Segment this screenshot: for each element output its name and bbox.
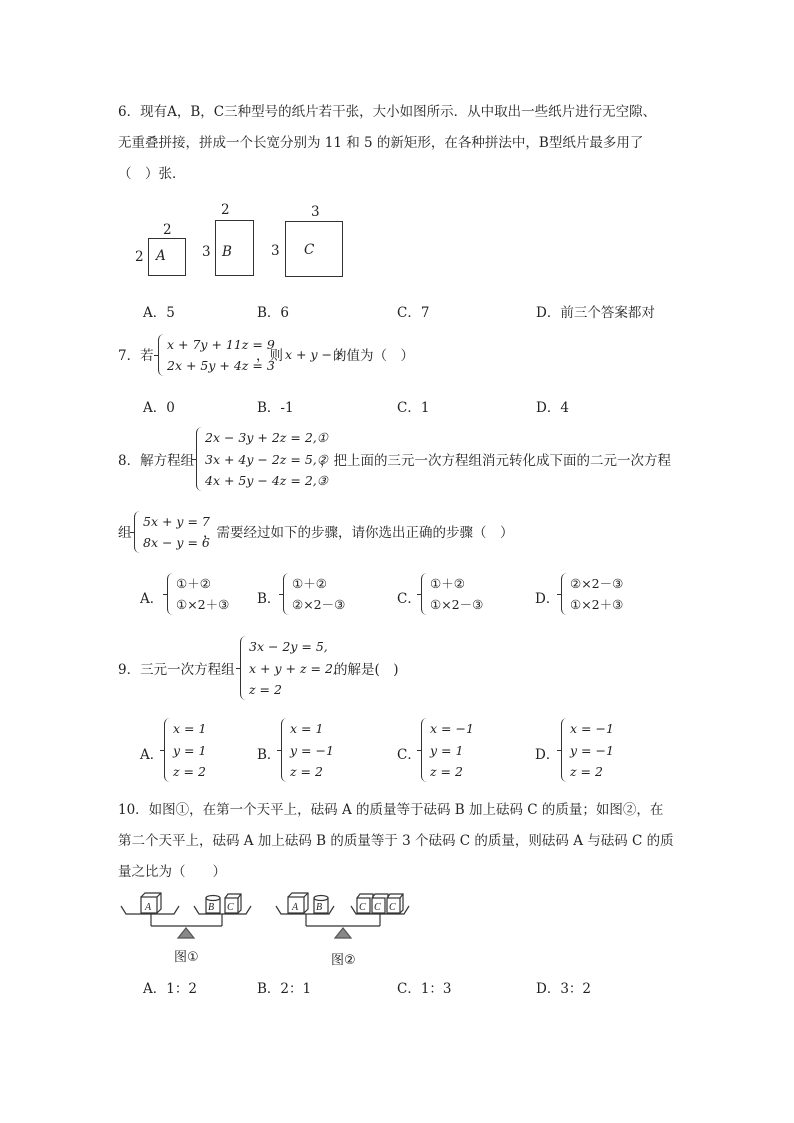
q6-line2: 无重叠拼接，拼成一个长宽分别为 11 和 5 的新矩形，在各种拼法中，B型纸片最多用了 [118,135,644,151]
q9-option-d-x: x = −1 [570,721,614,736]
q8-option-a-step2: ①×2＋③ [176,597,230,612]
q8-prefix: 8．解方程组 [118,453,195,469]
q7-option-b[interactable]: B．-1 [257,400,294,416]
brace-icon [421,573,427,615]
balance-1-weight-a-label: A [145,902,152,913]
brace-icon [240,636,246,700]
q8-option-a-step1: ①＋② [176,576,211,591]
q6-option-a[interactable]: A．5 [143,305,175,321]
q8-option-b[interactable] [283,573,345,615]
q8-target-system [134,511,210,553]
brace-icon [164,718,170,782]
paper-a-top: 2 [163,222,172,238]
q9-option-c-letter[interactable]: C． [397,747,421,763]
q8-eq1: 2x − 3y + 2z = 2,① [205,430,328,445]
q8-eq3: 4x + 5y − 4z = 2,③ [205,473,328,488]
balance-2-weight-b-label: B [316,902,323,913]
brace-icon [134,511,140,553]
q10-option-b[interactable]: B．2：1 [257,981,312,997]
q10-fig2-caption: 图② [331,953,356,968]
brace-icon [158,334,164,376]
q9-option-c-x: x = −1 [430,721,474,736]
paper-c-top: 3 [311,204,320,220]
q9-eq2: x + y + z = 2, [249,660,337,676]
paper-b [215,220,254,276]
q7-prefix: 7．若 [118,348,154,364]
q6-option-c[interactable]: C．7 [397,305,430,321]
q7-option-c[interactable]: C．1 [397,400,430,416]
q9-eq1: 3x − 2y = 5, [249,639,328,654]
q9-option-d-letter[interactable]: D． [535,747,560,763]
q8-option-d-step1: ②×2－③ [570,576,624,591]
q8-eq5: 8x − y = 6 [143,535,210,550]
q9-option-b-y: y = −1 [290,742,334,758]
q9-option-b-x: x = 1 [290,721,324,736]
paper-c-name: C [304,242,315,258]
q7-eq1: x + 7y + 11z = 9 [167,337,275,352]
q6-line1: 6．现有A，B，C三种型号的纸片若干张，大小如图所示．从中取出一些纸片进行无空隙、 [118,104,657,120]
q9-option-a-z: z = 2 [173,764,206,779]
q10-line1: 10．如图①，在第一个天平上，砝码 A 的质量等于砝码 B 加上砝码 C 的质量；如图②，在 [118,802,664,818]
q10-fig1-caption: 图① [174,950,199,965]
q7-expr: x + y − z [285,347,343,362]
brace-icon [196,427,202,491]
paper-b-name: B [222,244,232,260]
q9-suffix: 的解是( ) [334,662,399,678]
q8-option-c-step2: ①×2－③ [430,597,484,612]
q9-option-a-letter[interactable]: A． [140,747,164,763]
q10-balance-figures [116,882,416,972]
q9-option-a[interactable] [164,718,206,782]
q9-option-b[interactable] [281,718,334,782]
q8-option-a[interactable] [167,573,229,615]
q7-option-d[interactable]: D．4 [536,400,569,416]
q8-option-c[interactable] [421,573,483,615]
q9-option-d-z: z = 2 [570,764,603,779]
q8-prefix2: 组 [118,525,132,541]
q7-suffix: 的值为（ ） [333,348,414,364]
q8-option-d-step2: ①×2＋③ [570,597,624,612]
q9-option-a-x: x = 1 [173,721,207,736]
paper-c-left: 3 [271,243,280,259]
paper-b-top: 2 [221,202,230,218]
brace-icon [281,718,287,782]
q9-prefix: 9．三元一次方程组 [118,662,235,678]
balance-1 [121,893,251,938]
q9-eq3: z = 2 [249,682,282,697]
balance-2-weight-a-label: A [292,902,299,913]
q8-option-d[interactable] [561,573,623,615]
balance-1-weight-c-label: C [227,902,234,913]
q10-line3: 量之比为（ ） [118,864,226,880]
q8-option-b-step1: ①＋② [292,576,327,591]
q7-mid: ，则 [256,348,283,364]
q10-line2: 第二个天平上，砝码 A 加上砝码 B 的质量等于 3 个砝码 C 的质量，则砝码 A 与砝码 C 的质 [118,833,674,849]
q9-option-b-letter[interactable]: B． [257,747,281,763]
q10-option-a[interactable]: A．1：2 [143,981,197,997]
paper-a-name: A [156,248,166,264]
q8-suffix2: ，需要经过如下的步骤，请你选出正确的步骤（ ） [203,525,514,541]
paper-a-left: 2 [135,249,144,265]
q9-option-b-z: z = 2 [290,764,323,779]
q6-line3: （ ）张． [118,166,186,182]
q9-option-c-y: y = 1 [430,742,464,758]
q8-eq4: 5x + y = 7 [143,514,210,529]
q9-option-d[interactable] [561,718,614,782]
brace-icon [561,573,567,615]
q8-option-c-letter[interactable]: C． [397,591,421,607]
balance-2-weight-c3-label: C [389,902,396,913]
q6-option-d[interactable]: D．前三个答案都对 [536,305,655,321]
brace-icon [283,573,289,615]
paper-a [148,238,186,276]
q7-eq2: 2x + 5y + 4z = 3 [167,358,275,373]
balance-1-weight-b-label: B [208,902,215,913]
q10-option-d[interactable]: D．3：2 [536,981,592,997]
q9-system [240,636,337,700]
q10-option-c[interactable]: C．1：3 [397,981,452,997]
q6-option-b[interactable]: B．6 [257,305,290,321]
balance-2-weight-c2-label: C [374,902,381,913]
q8-suffix: ，把上面的三元一次方程组消元转化成下面的二元一次方程 [320,453,671,469]
brace-icon [561,718,567,782]
q9-option-a-y: y = 1 [173,742,207,758]
q7-option-a[interactable]: A．0 [143,400,175,416]
q8-system [196,427,328,491]
q9-option-c[interactable] [421,718,474,782]
balance-2-weight-c1-label: C [359,902,366,913]
q9-option-d-y: y = −1 [570,742,614,758]
q8-option-a-letter[interactable]: A． [140,591,164,607]
q8-option-d-letter[interactable]: D． [535,591,560,607]
q8-option-c-step1: ①＋② [430,576,465,591]
brace-icon [167,573,173,615]
balance-2 [276,893,409,938]
q8-option-b-letter[interactable]: B． [257,591,281,607]
paper-b-left: 3 [202,244,211,260]
q8-option-b-step2: ②×2－③ [292,597,346,612]
brace-icon [421,718,427,782]
q8-eq2: 3x + 4y − 2z = 5,② [205,451,328,467]
q9-option-c-z: z = 2 [430,764,463,779]
